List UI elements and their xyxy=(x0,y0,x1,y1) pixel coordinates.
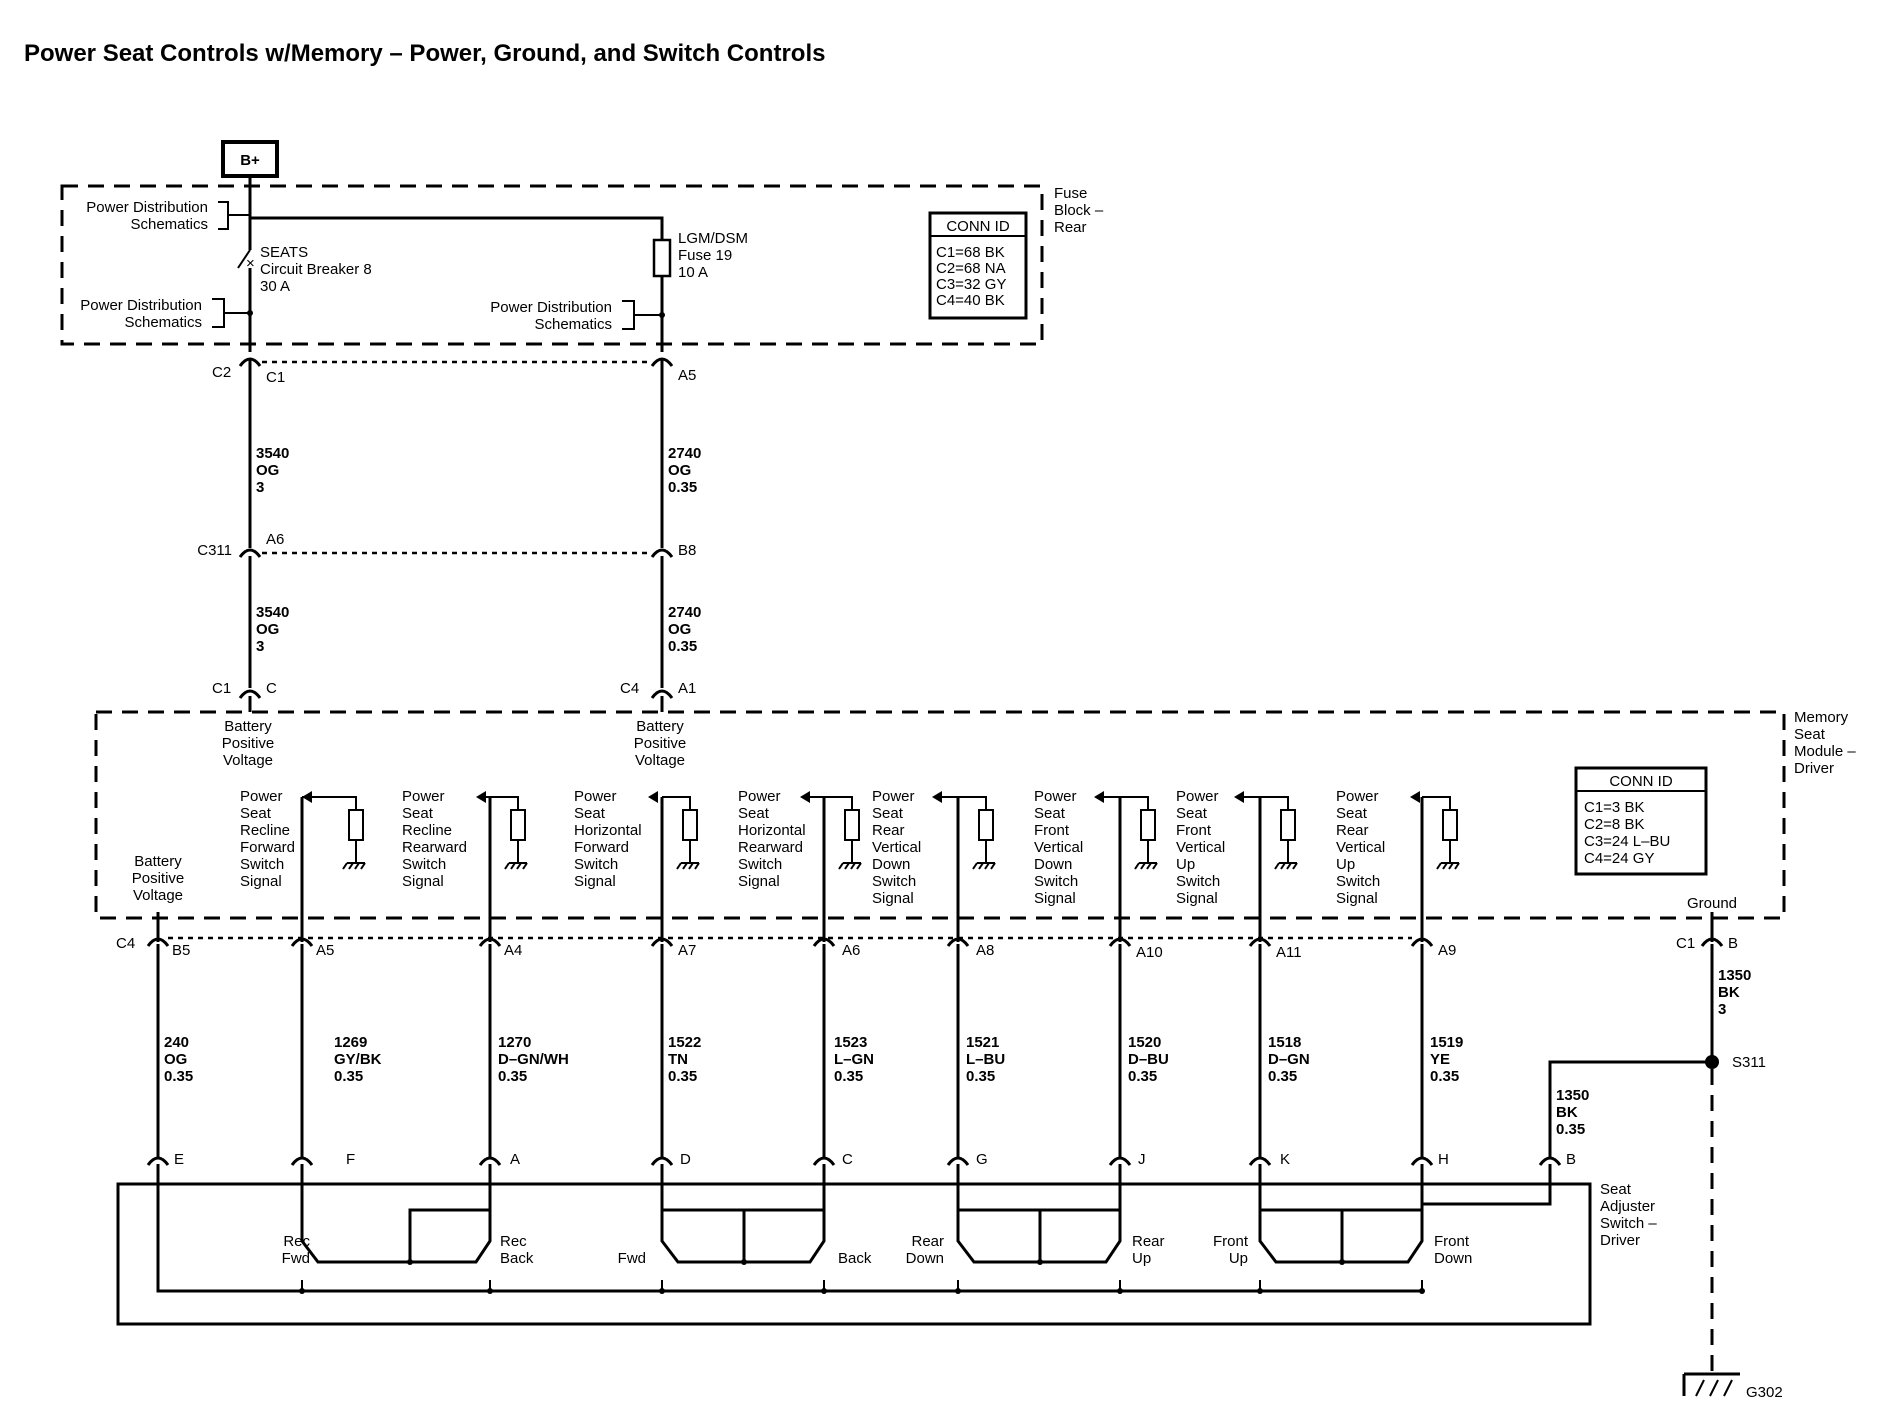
sw-front-down-2: Down xyxy=(1434,1250,1473,1267)
ground-g302-icon xyxy=(1684,1374,1740,1396)
col-8-mpin: A9 xyxy=(1438,942,1457,959)
col-6-color: D–BU xyxy=(1128,1051,1169,1068)
col-1 xyxy=(292,939,382,1168)
breaker-name: SEATS xyxy=(260,244,309,261)
diagram-title: Power Seat Controls w/Memory – Power, Ground, and Switch Controls xyxy=(24,40,826,67)
module-input-connectors xyxy=(212,680,696,712)
signal-2-line-3: Forward xyxy=(574,839,630,856)
wire-2740-circuit-a: 2740 xyxy=(668,445,702,462)
pds-right-1: Power Distribution xyxy=(490,299,612,316)
col-0-gauge: 0.35 xyxy=(164,1068,194,1085)
signal-5-line-4: Down xyxy=(1034,856,1073,873)
bat-left-3: Voltage xyxy=(222,752,274,769)
signal-0-line-5: Signal xyxy=(240,873,282,890)
col-2-mpin: A4 xyxy=(504,942,523,959)
col-5 xyxy=(948,939,1005,1168)
breaker-label: Circuit Breaker 8 xyxy=(260,261,372,278)
gnd-wire2-circuit: 1350 xyxy=(1556,1087,1590,1104)
c311-label: C311 xyxy=(197,542,232,559)
pds-left-top-1: Power Distribution xyxy=(86,199,208,216)
sw-rear-up-2: Up xyxy=(1132,1250,1152,1267)
sw-front-up-1: Front xyxy=(1212,1233,1248,1250)
signal-3-line-4: Switch xyxy=(738,856,783,873)
fuse-block-name-2: Block – xyxy=(1054,202,1104,219)
col-3-color: TN xyxy=(668,1051,688,1068)
bat-left-1: Battery xyxy=(224,718,272,735)
col-5-circuit: 1521 xyxy=(966,1034,1000,1051)
switch-name-2: Adjuster xyxy=(1600,1198,1656,1215)
col-2-gauge: 0.35 xyxy=(498,1068,528,1085)
col-7-mpin: A11 xyxy=(1276,944,1302,961)
sw-rec-back-2: Back xyxy=(500,1250,534,1267)
sw-back: Back xyxy=(838,1250,872,1267)
sw-rec-fwd-1: Rec xyxy=(283,1233,310,1250)
signal-4-line-6: Signal xyxy=(872,890,914,907)
col-1-spin: F xyxy=(346,1151,356,1168)
col-7-spin: K xyxy=(1280,1151,1291,1168)
switch-name-3: Switch – xyxy=(1600,1215,1657,1232)
col-2-circuit: 1270 xyxy=(498,1034,532,1051)
col-0-circuit: 240 xyxy=(164,1034,190,1051)
module-name-4: Driver xyxy=(1794,760,1834,777)
sw-front-down-1: Front xyxy=(1434,1233,1470,1250)
fuse-block-rear xyxy=(62,176,1104,352)
col-3-spin: D xyxy=(680,1151,691,1168)
gnd-wire-color: BK xyxy=(1718,984,1740,1001)
signal-0-line-3: Forward xyxy=(240,839,296,856)
pin-a5: A5 xyxy=(678,367,697,384)
signal-5-line-3: Vertical xyxy=(1034,839,1084,856)
signal-4-line-0: Power xyxy=(872,788,915,805)
signal-6-line-1: Seat xyxy=(1176,805,1207,822)
signal-0-line-0: Power xyxy=(240,788,283,805)
gnd-wire-circuit: 1350 xyxy=(1718,967,1752,984)
col-8-spin: H xyxy=(1438,1151,1449,1168)
gnd-pin-label: B xyxy=(1728,935,1739,952)
mod-conn-title: CONN ID xyxy=(1609,773,1673,790)
sw-rear-down-2: Down xyxy=(905,1250,944,1267)
pds-left-top-2: Schematics xyxy=(130,216,208,233)
signal-6-line-3: Vertical xyxy=(1176,839,1226,856)
pds-left-bottom-1: Power Distribution xyxy=(80,297,202,314)
bat-right-2: Positive xyxy=(633,735,687,752)
gnd-wire2-gauge: 0.35 xyxy=(1556,1121,1586,1138)
signal-2-line-4: Switch xyxy=(574,856,619,873)
sw-rear-up-1: Rear xyxy=(1132,1233,1165,1250)
signal-4-line-2: Rear xyxy=(872,822,905,839)
splice-label: S311 xyxy=(1732,1054,1766,1071)
col-5-color: L–BU xyxy=(966,1051,1006,1068)
col-8-color: YE xyxy=(1430,1051,1451,1068)
c4-conn-label: C4 xyxy=(116,935,136,952)
fuse-block-connector xyxy=(212,359,696,386)
col-7-color: D–GN xyxy=(1268,1051,1310,1068)
switch-name-1: Seat xyxy=(1600,1181,1631,1198)
sw-rec-fwd-2: Fwd xyxy=(281,1250,310,1267)
fuse-block-name-3: Rear xyxy=(1054,219,1087,236)
col-4-gauge: 0.35 xyxy=(834,1068,864,1085)
fb-conn-row-1: C1=68 BK xyxy=(936,244,1005,261)
signal-5-line-6: Signal xyxy=(1034,890,1076,907)
col-2-spin: A xyxy=(510,1151,521,1168)
pin-c1: C1 xyxy=(266,369,286,386)
gnd-wire2-color: BK xyxy=(1556,1104,1578,1121)
signal-3-line-1: Seat xyxy=(738,805,769,822)
signal-3-line-0: Power xyxy=(738,788,781,805)
bat-right-1: Battery xyxy=(636,718,684,735)
bat-right-3: Voltage xyxy=(634,752,686,769)
signal-7-line-0: Power xyxy=(1336,788,1379,805)
c311-pin-b8: B8 xyxy=(678,542,697,559)
signal-6-line-4: Up xyxy=(1176,856,1196,873)
signal-7-line-3: Vertical xyxy=(1336,839,1386,856)
module-output-connectors xyxy=(116,935,1738,952)
wire-2740-circuit-b: 2740 xyxy=(668,604,702,621)
signal-1-line-5: Signal xyxy=(402,873,444,890)
ground-path xyxy=(1540,944,1783,1401)
col-8-gauge: 0.35 xyxy=(1430,1068,1460,1085)
wire-3540-color-a: OG xyxy=(256,462,280,479)
signal-2-line-0: Power xyxy=(574,788,617,805)
col-2-color: D–GN/WH xyxy=(498,1051,569,1068)
switch-pin-b: B xyxy=(1566,1151,1577,1168)
module-in-conn-left: C1 xyxy=(212,680,232,697)
col-4-mpin: A6 xyxy=(842,942,861,959)
bat-left-2: Positive xyxy=(221,735,275,752)
signal-6-line-0: Power xyxy=(1176,788,1219,805)
col-1-gauge: 0.35 xyxy=(334,1068,364,1085)
signal-5-line-2: Front xyxy=(1034,822,1070,839)
signal-7-line-1: Seat xyxy=(1336,805,1367,822)
signal-1-line-1: Seat xyxy=(402,805,433,822)
memory-seat-module xyxy=(96,709,1856,942)
sw-rear-down-1: Rear xyxy=(911,1233,944,1250)
col-3-circuit: 1522 xyxy=(668,1034,702,1051)
g302-label: G302 xyxy=(1746,1384,1783,1401)
pds-right-2: Schematics xyxy=(534,316,612,333)
signal-5-line-0: Power xyxy=(1034,788,1077,805)
col-0 xyxy=(148,939,193,1168)
gnd-conn-label: C1 xyxy=(1676,935,1696,952)
signal-5-line-1: Seat xyxy=(1034,805,1065,822)
col-0-mpin: B5 xyxy=(172,942,191,959)
sw-front-up-2: Up xyxy=(1228,1250,1248,1267)
col-8 xyxy=(1412,939,1463,1168)
signal-4-line-1: Seat xyxy=(872,805,903,822)
breaker-rating: 30 A xyxy=(260,278,291,295)
col-4-spin: C xyxy=(842,1151,853,1168)
signal-2-line-1: Seat xyxy=(574,805,605,822)
bat-out-3: Voltage xyxy=(132,887,184,904)
mod-conn-row-2: C2=8 BK xyxy=(1584,816,1645,833)
signal-7-line-2: Rear xyxy=(1336,822,1369,839)
wire-3540-circuit-a: 3540 xyxy=(256,445,290,462)
fb-conn-row-3: C3=32 GY xyxy=(936,276,1007,293)
pds-left-bottom-2: Schematics xyxy=(124,314,202,331)
mod-conn-row-1: C1=3 BK xyxy=(1584,799,1645,816)
seat-adjuster-switch xyxy=(118,1164,1657,1324)
col-6 xyxy=(1110,939,1169,1168)
col-7-circuit: 1518 xyxy=(1268,1034,1302,1051)
signal-6-line-6: Signal xyxy=(1176,890,1218,907)
col-3-gauge: 0.35 xyxy=(668,1068,698,1085)
bat-out-2: Positive xyxy=(131,870,185,887)
module-conn-id xyxy=(1576,768,1706,874)
module-in-conn-right: C4 xyxy=(620,680,640,697)
col-6-spin: J xyxy=(1138,1151,1146,1168)
signal-0-line-1: Seat xyxy=(240,805,271,822)
col-0-color: OG xyxy=(164,1051,188,1068)
col-0-spin: E xyxy=(174,1151,185,1168)
signal-6-line-2: Front xyxy=(1176,822,1212,839)
col-7 xyxy=(1250,939,1310,1168)
signal-3-line-5: Signal xyxy=(738,873,780,890)
battery-symbol xyxy=(223,142,277,176)
signal-7-line-5: Switch xyxy=(1336,873,1381,890)
breaker-mark: × xyxy=(246,255,255,272)
fuse-block-name-1: Fuse xyxy=(1054,185,1088,202)
wire-3540-gauge-a: 3 xyxy=(256,479,265,496)
signal-3-line-3: Rearward xyxy=(738,839,804,856)
fuse-label: Fuse 19 xyxy=(678,247,733,264)
fuse-block-conn-id xyxy=(930,213,1026,318)
gnd-wire-gauge: 3 xyxy=(1718,1001,1727,1018)
col-7-gauge: 0.35 xyxy=(1268,1068,1298,1085)
wire-2740-color-a: OG xyxy=(668,462,692,479)
col-1-mpin: A5 xyxy=(316,942,335,959)
col-5-mpin: A8 xyxy=(976,942,995,959)
fb-conn-row-4: C4=40 BK xyxy=(936,292,1005,309)
c311-pin-a6: A6 xyxy=(266,531,285,548)
battery-label: B+ xyxy=(240,152,260,169)
signal-1-line-0: Power xyxy=(402,788,445,805)
wire-3540-color-b: OG xyxy=(256,621,280,638)
module-name-3: Module – xyxy=(1794,743,1856,760)
module-name-1: Memory xyxy=(1794,709,1849,726)
col-6-gauge: 0.35 xyxy=(1128,1068,1158,1085)
module-ground-label: Ground xyxy=(1686,895,1738,912)
fuse-rating: 10 A xyxy=(678,264,709,281)
signal-2-line-2: Horizontal xyxy=(574,822,642,839)
signal-6-line-5: Switch xyxy=(1176,873,1221,890)
sw-rec-back-1: Rec xyxy=(500,1233,527,1250)
signal-3-line-2: Horizontal xyxy=(738,822,806,839)
col-3-mpin: A7 xyxy=(678,942,697,959)
col-1-circuit: 1269 xyxy=(334,1034,368,1051)
module-name-2: Seat xyxy=(1794,726,1825,743)
module-in-pin-left: C xyxy=(266,680,277,697)
col-2 xyxy=(480,939,569,1168)
signal-1-line-3: Rearward xyxy=(402,839,468,856)
signal-1-line-2: Recline xyxy=(402,822,453,839)
switch-name-4: Driver xyxy=(1600,1232,1640,1249)
wire-2740-gauge-b: 0.35 xyxy=(668,638,698,655)
signal-7-line-4: Up xyxy=(1336,856,1356,873)
col-6-mpin: A10 xyxy=(1136,944,1163,961)
bat-out-1: Battery xyxy=(134,853,182,870)
col-4-circuit: 1523 xyxy=(834,1034,868,1051)
col-5-gauge: 0.35 xyxy=(966,1068,996,1085)
signal-2-line-5: Signal xyxy=(574,873,616,890)
wire-3540-circuit-b: 3540 xyxy=(256,604,290,621)
signal-4-line-3: Vertical xyxy=(872,839,922,856)
wire-2740-gauge-a: 0.35 xyxy=(668,479,698,496)
signal-0-line-2: Recline xyxy=(240,822,291,839)
signal-4-line-5: Switch xyxy=(872,873,917,890)
fb-conn-title: CONN ID xyxy=(946,218,1010,235)
col-1-color: GY/BK xyxy=(334,1051,382,1068)
col-4 xyxy=(814,939,874,1168)
col-8-circuit: 1519 xyxy=(1430,1034,1464,1051)
fb-conn-row-2: C2=68 NA xyxy=(936,260,1006,277)
connector-c311 xyxy=(197,531,696,559)
signal-7-line-6: Signal xyxy=(1336,890,1378,907)
mod-conn-row-4: C4=24 GY xyxy=(1584,850,1655,867)
fuse-name: LGM/DSM xyxy=(678,230,749,247)
pin-c2: C2 xyxy=(212,364,232,381)
module-in-pin-right: A1 xyxy=(678,680,697,697)
signal-0-line-4: Switch xyxy=(240,856,285,873)
col-3 xyxy=(652,939,701,1168)
col-5-spin: G xyxy=(976,1151,988,1168)
signal-1-line-4: Switch xyxy=(402,856,447,873)
wire-2740-color-b: OG xyxy=(668,621,692,638)
sw-fwd: Fwd xyxy=(617,1250,646,1267)
signal-4-line-4: Down xyxy=(872,856,911,873)
mod-conn-row-3: C3=24 L–BU xyxy=(1584,833,1671,850)
signal-5-line-5: Switch xyxy=(1034,873,1079,890)
col-6-circuit: 1520 xyxy=(1128,1034,1162,1051)
col-4-color: L–GN xyxy=(834,1051,875,1068)
wire-3540-gauge-b: 3 xyxy=(256,638,265,655)
